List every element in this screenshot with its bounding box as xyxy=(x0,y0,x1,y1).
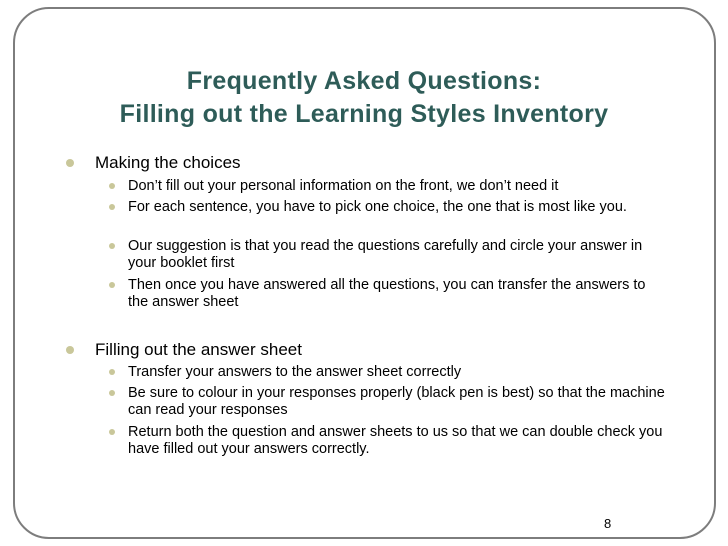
list-item: Be sure to colour in your responses properly (black pen is best) so that the machine can read your responses xyxy=(128,385,665,418)
slide-title-line-1: Frequently Asked Questions: xyxy=(186,67,542,95)
list-item: Then once you have answered all the questions, you can transfer the answers to the answer sheet xyxy=(128,277,646,310)
list-item: Don’t fill out your personal information on the front, we don’t need it xyxy=(128,178,559,194)
sub-bullet-icon xyxy=(109,429,115,435)
list-item: Return both the question and answer sheets to us so that we can double check you have filled out your answers correctly. xyxy=(128,424,663,457)
sub-bullet-icon xyxy=(109,369,115,375)
sub-bullet-icon xyxy=(109,183,115,189)
section-heading-making-choices: Making the choices xyxy=(95,153,241,172)
page-number: 8 xyxy=(604,516,612,531)
list-item: Our suggestion is that you read the questions carefully and circle your answer in your booklet first xyxy=(128,238,643,271)
list-item: Transfer your answers to the answer sheet correctly xyxy=(128,364,462,380)
slide-title-line-2: Filling out the Learning Styles Inventory xyxy=(119,100,609,128)
sub-bullet-icon xyxy=(109,390,115,396)
list-item: For each sentence, you have to pick one choice, the one that is most like you. xyxy=(128,199,627,215)
bullet-icon xyxy=(66,346,74,354)
bullet-icon xyxy=(66,159,74,167)
section-heading-answer-sheet: Filling out the answer sheet xyxy=(95,340,302,359)
sub-bullet-icon xyxy=(109,243,115,249)
sub-bullet-icon xyxy=(109,282,115,288)
sub-bullet-icon xyxy=(109,204,115,210)
